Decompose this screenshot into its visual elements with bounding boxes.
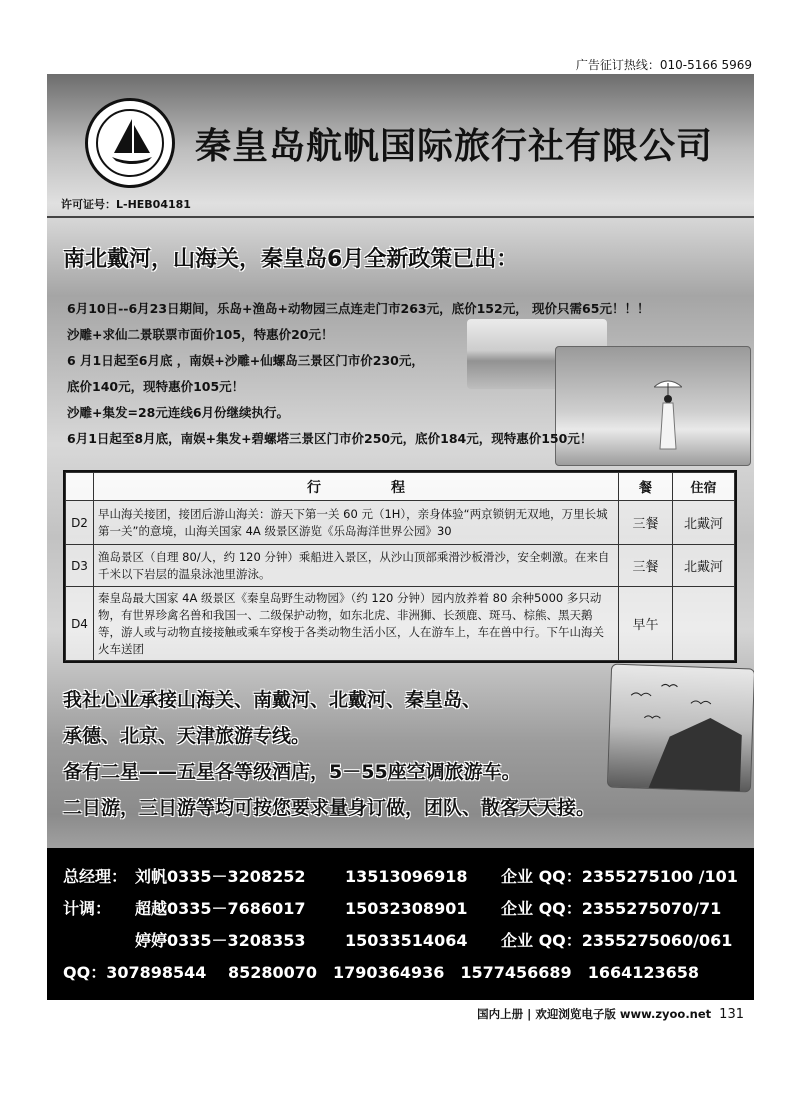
birds-icon [608,665,754,793]
route-cell: 早山海关接团，接团后游山海关：游天下第一关 60 元（1H），亲身体验“两京锁钥无双地，万里长城第一关”的意境，山海关国家 4A 级景区游览《乐岛海洋世界公园》30 [94,501,619,545]
contact-qq: 企业 QQ：2355275070/71 [501,899,722,918]
day-cell: D4 [66,587,94,661]
itinerary-table [63,470,737,663]
stay-header: 住宿 [673,473,735,501]
policy-line: 沙雕+集发=28元连线6月份继续执行。 [67,405,290,420]
policy-headline: 南北戴河，山海关，秦皇岛6月全新政策已出： [63,247,519,272]
ad-hotline: 广告征订热线：010-5166 5969 [575,58,752,72]
route-cell: 渔岛景区（自理 80/人，约 120 分钟）乘船进入景区，从沙山顶部乘滑沙板滑沙，安全刺激。在来自千米以下岩层的温泉泳池里游泳。 [94,545,619,587]
day-cell: D3 [66,545,94,587]
contact-panel [47,848,754,1000]
stay-cell: 北戴河 [673,501,735,545]
contact-name-phone: 超越0335－7686017 [135,899,306,918]
seagull-photo [607,664,754,793]
page-number: 131 [719,1007,744,1022]
header-divider [47,216,754,218]
policy-line: 6月1日起至8月底，南娱+集发+碧螺塔三景区门市价250元，底价184元，现特惠价150元！ [67,431,593,446]
company-name: 秦皇岛航帆国际旅行社有限公司 [195,125,714,167]
sailboat-icon [106,115,158,169]
meal-cell: 早午 [619,587,673,661]
contact-name-phone: 婷婷0335－3208353 [135,931,306,950]
policy-line: 底价140元，现特惠价105元！ [67,379,245,394]
contact-qq: 企业 QQ：2355275100 /101 [501,867,738,886]
meal-cell: 三餐 [619,501,673,545]
meal-cell: 三餐 [619,545,673,587]
promo-line: 备有二星——五星各等级酒店，5－55座空调旅游车。 [63,761,521,783]
stay-cell: 北戴河 [673,545,735,587]
company-logo [85,98,175,188]
day-cell: D2 [66,501,94,545]
qq-line: QQ：307898544 85280070 1790364936 1577456689 1664123658 [63,963,700,982]
contact-mobile: 13513096918 [345,867,468,886]
page-footer [477,1006,744,1022]
contact-mobile: 15032308901 [345,899,468,918]
route-cell: 秦皇岛最大国家 4A 级景区《秦皇岛野生动物园》（约 120 分钟）园内放养着 80 余种5000 多只动物，有世界珍禽名兽和我国一、二级保护动物，如东北虎、非洲狮、长颈鹿、斑马、棕熊、黑天鹅等，游人或与动物直接接触或乘车穿梭于各类动物生活小区，人在游车上，车在兽中行。下午山海关火车送团 [94,587,619,661]
policy-line: 6月10日--6月23日期间，乐岛+渔岛+动物园三点连走门市263元，底价152元， 现价只需65元！！！ [67,301,650,316]
contact-label: 计调： [63,899,112,918]
contact-row [63,896,721,919]
stay-cell [673,587,735,661]
contact-label: 总经理： [63,867,128,886]
promo-line: 我社心业承接山海关、南戴河、北戴河、秦皇岛、 [63,689,482,711]
table-row [66,501,735,545]
license-number: 许可证号：L-HEB04181 [61,198,191,211]
promo-line: 承德、北京、天津旅游专线。 [63,725,311,747]
day-header [66,473,94,501]
table-row [66,545,735,587]
promo-line: 二日游，三日游等均可按您要求量身订做，团队、散客天天接。 [63,797,596,819]
table-row [66,587,735,661]
footer-text: 国内上册 | 欢迎浏览电子版 www.zyoo.net [477,1007,712,1021]
policy-line: 沙雕+求仙二景联票市面价105，特惠价20元！ [67,327,334,342]
contact-name-phone: 刘帆0335－3208252 [135,867,306,886]
contact-row [63,928,732,951]
policy-line: 6 月1日起至6月底 ，南娱+沙雕+仙螺岛三景区门市价230元， [67,353,424,368]
route-header: 行 程 [94,473,619,501]
advertisement [47,74,754,1000]
meal-header: 餐 [619,473,673,501]
contact-mobile: 15033514064 [345,931,468,950]
promo-text [63,682,595,826]
table-header-row [66,473,735,501]
policy-list [67,296,754,452]
contact-qq: 企业 QQ：2355275060/061 [501,931,733,950]
contact-row [63,864,738,887]
